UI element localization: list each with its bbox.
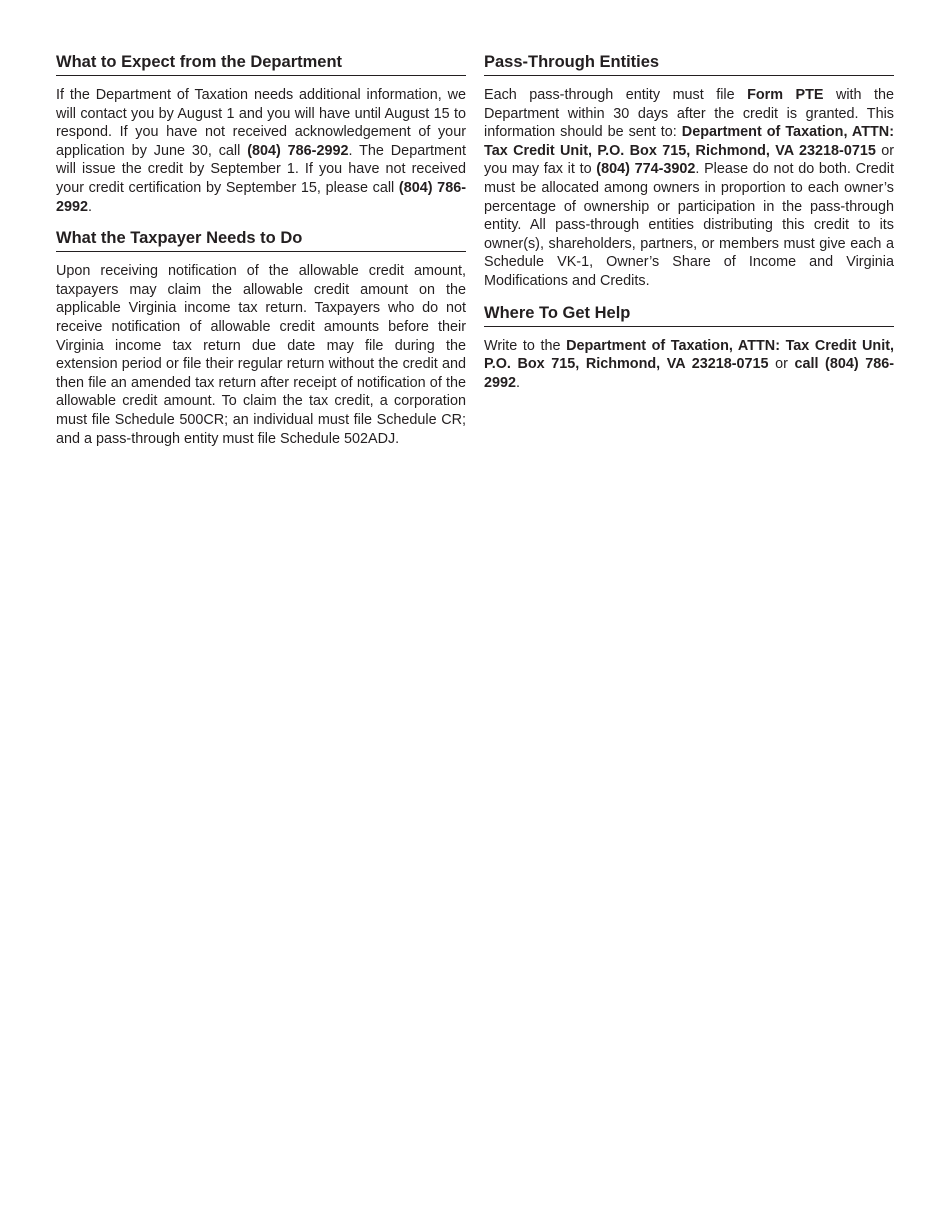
fax-number: (804) 774-3902 [596, 161, 696, 178]
left-column [56, 52, 466, 460]
help-heading: Where To Get Help [484, 303, 894, 327]
pass-through-text-4: . Please do not do both. Credit must be allocated among owners in proportion to each owner’s percentage of ownership or participation in the pass-through entity. All pass-through entities distributing this credit to its owner(s), shareholders, partners, or members must give each a Schedule VK-1, Owner’s Share of Income and Virginia Modifications and Credits. [484, 161, 894, 289]
help-text-1: Write to the [484, 337, 567, 354]
help-address: Department of Taxation, ATTN: Tax Credit Unit, P.O. Box 715, Richmond, VA 23218-0715 [484, 337, 894, 373]
expect-text-2: . The Department will issue the credit by September 1. If you have not received your credit certification by September 15, please call [56, 142, 466, 196]
pass-through-address: Department of Taxation, ATTN: Tax Credit Unit, P.O. Box 715, Richmond, VA 23218-0715 [484, 124, 894, 159]
pass-through-text-2: with the Department within 30 days after the credit is granted. This information should be sent to: [484, 87, 894, 141]
help-text-3: . [516, 374, 521, 391]
form-pte-label: Form PTE [747, 87, 824, 103]
pass-through-text-3: or you may fax it to [484, 142, 894, 178]
expect-text-3: . [88, 198, 93, 215]
document-page [56, 52, 894, 460]
right-column [484, 52, 894, 460]
expect-paragraph [56, 86, 466, 216]
pass-through-section [484, 52, 894, 291]
pass-through-text-1: Each pass-through entity must file [484, 87, 748, 103]
help-section [484, 303, 894, 393]
expect-section [56, 52, 466, 216]
taxpayer-section [56, 228, 466, 448]
help-paragraph [484, 337, 894, 393]
expect-text-1: If the Department of Taxation needs additional information, we will contact you by August 1 and you will have until August 15 to respond. If you have not received acknowledgement of your application by June 30, call [56, 87, 466, 159]
pass-through-paragraph [484, 86, 894, 291]
pass-through-heading: Pass-Through Entities [484, 52, 894, 76]
help-text-2: or [768, 356, 795, 373]
expect-phone-1: (804) 786-2992 [247, 142, 349, 159]
taxpayer-paragraph: Upon receiving notification of the allowable credit amount, taxpayers may claim the allowable credit amount on the applicable Virginia income tax return. Taxpayers who do not receive notification of allowable credit amounts before their Virginia income tax return due date may file during the extension period or file their regular return without the credit and then file an amended tax return after receipt of notification of the allowable credit amount. To claim the tax credit, a corporation must file Schedule 500CR; an individual must file Schedule CR; and a pass-through entity must file Schedule 502ADJ. [56, 263, 466, 447]
help-phone: call (804) 786-2992 [484, 356, 895, 391]
taxpayer-heading: What the Taxpayer Needs to Do [56, 228, 466, 252]
expect-heading: What to Expect from the Department [56, 52, 466, 76]
expect-phone-2: (804) 786-2992 [56, 179, 466, 215]
